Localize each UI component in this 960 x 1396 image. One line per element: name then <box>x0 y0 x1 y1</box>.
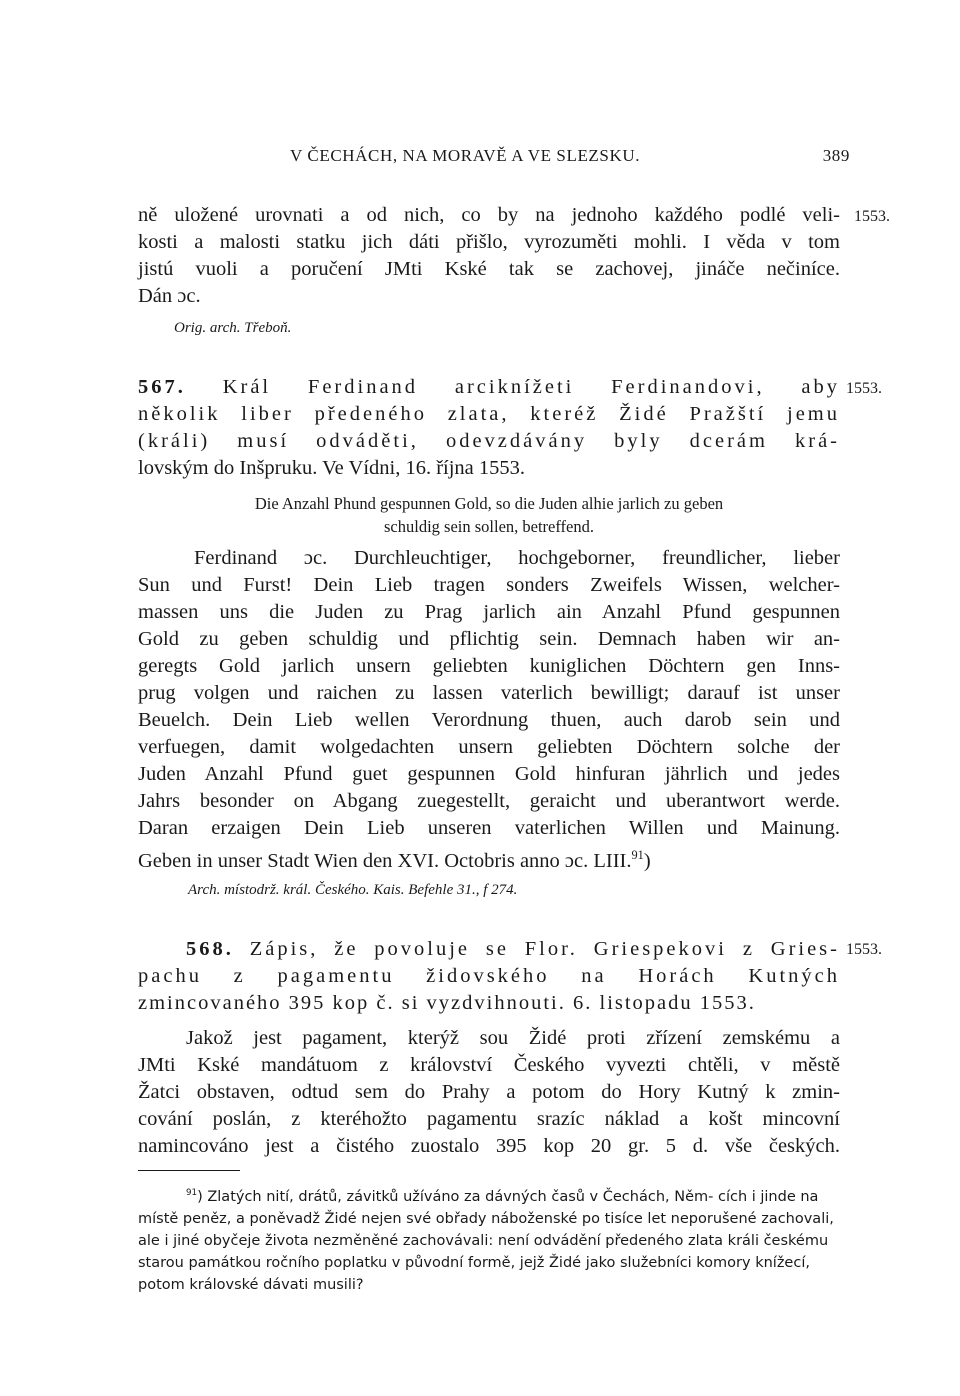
doc-567-heading <box>138 374 840 482</box>
doc-567-body <box>138 545 840 875</box>
text-line: Dán ɔc. <box>138 285 201 307</box>
text-line: Beuelch. Dein Lieb wellen Verordnung thuen, auch darob sein und <box>138 709 840 731</box>
margin-year: 1553. <box>854 208 890 225</box>
text-line: verfuegen, damit wolgedachten unsern geliebten Döchtern solche der <box>138 736 840 758</box>
heading-line: několik liber předeného zlata, kteréž Židé Pražští jemu <box>138 403 840 425</box>
page-number: 389 <box>822 146 850 165</box>
doc-number: 567. <box>138 376 186 398</box>
footnote-ref-close: ) <box>643 849 651 872</box>
text-line: JMti Kské mandátuom z království Českého vyvezti chtěli, v městě <box>138 1054 840 1076</box>
text-line: Jakož jest pagament, kterýž sou Židé proti zřízení zemskému a <box>186 1027 840 1049</box>
footnote-mark: 91 <box>186 1188 198 1198</box>
text-line: jistú vuoli a poručení JMti Kské tak se zachovej, jináče nečiníce. <box>138 258 840 280</box>
text-line: kosti a malosti statku jich dáti přišlo, vyrozuměti mohli. I věda v tom <box>138 231 840 253</box>
footnote-line: dávati musili? <box>263 1276 364 1293</box>
doc-number: 568. <box>186 938 234 960</box>
heading-line: pachu z pagamentu židovského na Horách Kutných <box>138 965 840 987</box>
heading-line: Zápis, že povoluje se Flor. Griespekovi z Gries- <box>249 938 840 960</box>
text-line: Gold zu geben schuldig und pflichtig sein. Demnach haben wir an- <box>138 628 840 650</box>
text-line: Juden Anzahl Pfund guet gespunnen Gold hinfuran jährlich und jedes <box>138 763 840 785</box>
heading-line: lovským do Inšpruku. Ve Vídni, 16. října 1553. <box>138 457 526 479</box>
text-line: Geben in unser Stadt Wien den XVI. Octobris anno ɔc. LIII. <box>138 849 632 872</box>
footnote-line: Zlatých nití, drátů, závitků užíváno za dávných časů v Čechách, Něm- <box>202 1188 714 1205</box>
footnote-line: tisíce let neporušené zachovali, ale i jiné obyčeje života nezměněné zachovávali: <box>138 1210 834 1249</box>
text-line: namincováno jest a čistého zuostalo 395 kop 20 gr. 5 d. vše českých. <box>138 1135 840 1157</box>
text-line: geregts Gold jarlich unsern geliebten kuniglichen Döchtern gen Inns- <box>138 655 840 677</box>
text-line: ně uložené urovnati a od nich, co by na jednoho každého podlé veli- <box>138 204 840 226</box>
title-line: schuldig sein sollen, betreffend. <box>383 517 595 536</box>
text-line: Ferdinand ɔc. Durchleuchtiger, hochgeborner, freundlicher, lieber <box>194 547 840 569</box>
doc-567-german-title <box>138 492 840 538</box>
source-note: Arch. místodrž. král. Českého. Kais. Befehle 31., f 274. <box>188 882 518 898</box>
footnote-line: v původní formě, jejž Židé jako služebníci komory knížecí, potom královské <box>138 1254 810 1293</box>
text-line: Jahrs besonder on Abgang zuegestellt, geraicht und uberantwort werde. <box>138 790 840 812</box>
heading-line: zmincovaného 395 kop č. si vyzdvihnouti. 6. listopadu 1553. <box>138 992 756 1014</box>
heading-line: (králi) musí odváděti, odevzdávány byly dcerám krá- <box>138 430 840 452</box>
doc-568-body <box>138 1025 840 1160</box>
text-line: massen uns die Juden zu Prag jarlich ain Anzahl Pfund gespunnen <box>138 601 840 623</box>
source-note: Orig. arch. Třeboň. <box>174 320 292 336</box>
text-line: Žatci obstaven, odtud sem do Prahy a potom do Hory Kutný k zmin- <box>138 1081 840 1103</box>
text-line: prug volgen und raichen zu lassen vaterlich bewilligt; darauf ist unser <box>138 682 840 704</box>
title-line: Die Anzahl Phund gespunnen Gold, so die Juden alhie jarlich zu geben <box>254 494 724 513</box>
text-line: Daran erzaigen Dein Lieb unseren vaterlichen Willen und Mainung. <box>138 817 840 839</box>
heading-line: Král Ferdinand arciknížeti Ferdinandovi, aby <box>222 376 841 398</box>
intro-paragraph <box>138 202 840 310</box>
footnote-mark-close: ) <box>197 1188 203 1205</box>
margin-year: 1553. <box>846 380 882 397</box>
doc-568-heading <box>138 936 840 1017</box>
header-title: V ČECHÁCH, NA MORAVĚ A VE SLEZSKU. <box>290 146 641 165</box>
footnote-ref: 91 <box>631 848 644 862</box>
margin-year: 1553. <box>846 941 882 958</box>
text-line: cování poslán, z kteréhožto pagamentu srazíc náklad a košt mincovní <box>138 1108 840 1130</box>
footnote-line: cích i jinde na místě peněz, a poněvadž Židé nejen své obřady náboženské po <box>138 1188 819 1227</box>
footnote <box>138 1182 840 1296</box>
text-line: Sun und Furst! Dein Lieb tragen sonders Zweifels Wissen, welcher- <box>138 574 840 596</box>
footnote-divider <box>138 1170 240 1171</box>
footnote-line: není odvádění předeného zlata králi českému starou památkou ročního poplatku <box>138 1232 829 1271</box>
